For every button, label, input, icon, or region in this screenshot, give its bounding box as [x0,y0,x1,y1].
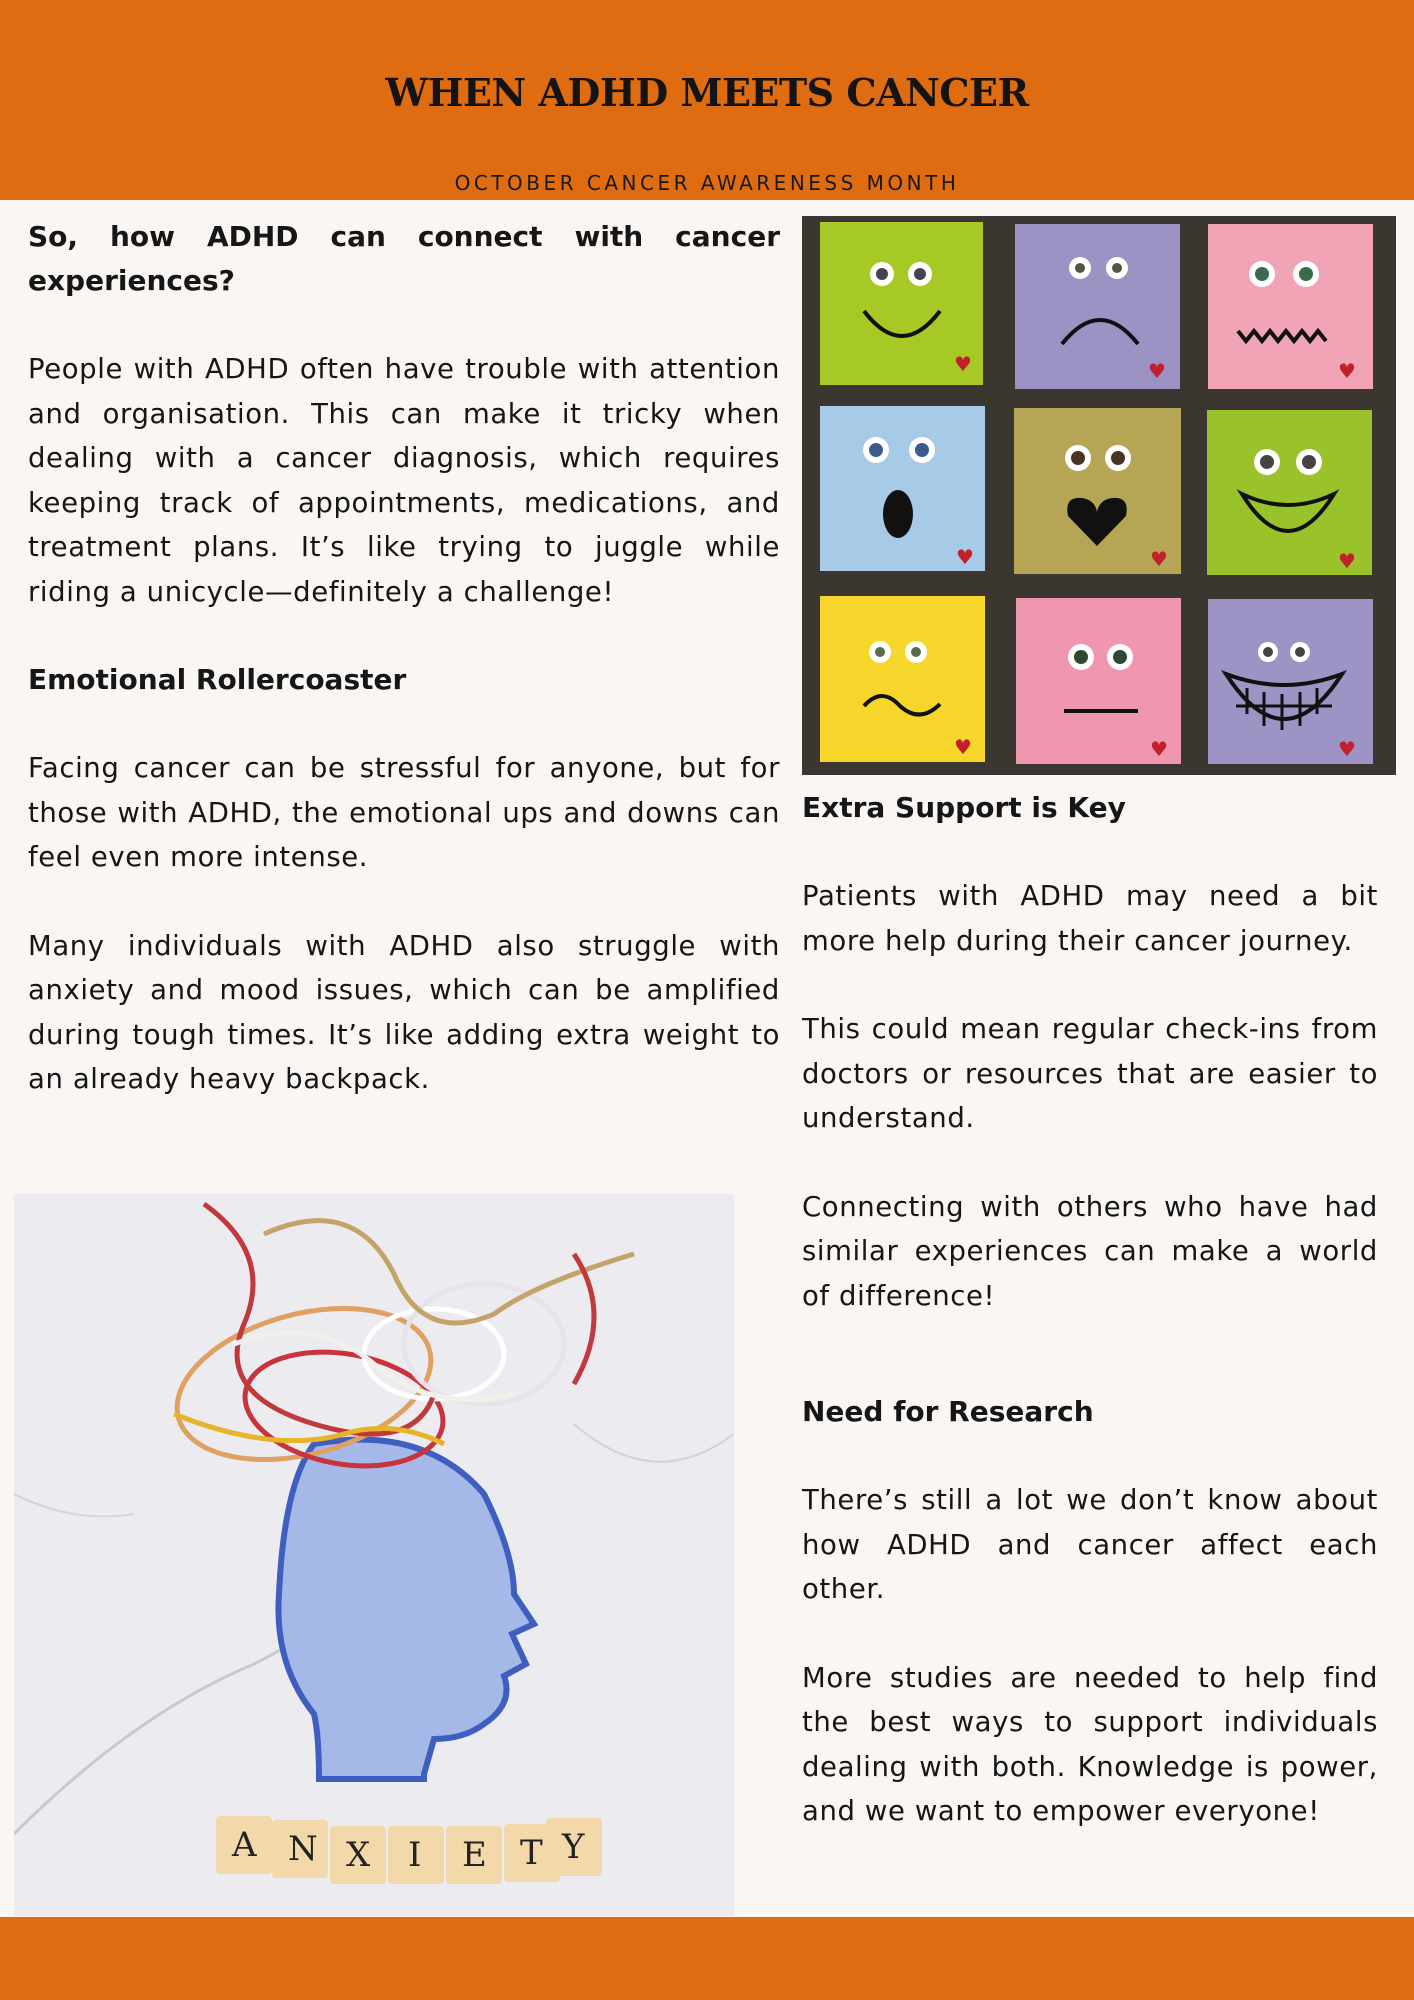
svg-text:♥: ♥ [1338,737,1356,761]
tile-letter: A [232,1825,257,1865]
support-heading: Extra Support is Key [802,791,1126,824]
page-subtitle: OCTOBER CANCER AWARENESS MONTH [454,171,960,195]
emoji-faces-photo [802,216,1396,775]
page-title: WHEN ADHD MEETS CANCER [385,70,1029,115]
tile-letter: I [408,1835,422,1875]
svg-text:♥: ♥ [1338,359,1356,383]
support-paragraph-3: Connecting with others who have had similar experiences can make a world of difference! [802,1190,1378,1312]
emotional-paragraph-1: Facing cancer can be stressful for anyone, but for those with ADHD, the emotional ups and downs can feel even more intense. [28,752,780,873]
svg-text:♥: ♥ [1148,359,1166,383]
tile-letter: T [520,1833,543,1873]
svg-text:♥: ♥ [956,545,974,569]
svg-text:♥: ♥ [1338,549,1356,573]
support-paragraph-1: Patients with ADHD may need a bit more help during their cancer journey. [802,880,1378,957]
svg-text:♥: ♥ [954,735,972,759]
face-heart-khaki [1014,408,1181,574]
tile-letter: E [462,1835,487,1875]
face-sad-purple [1015,224,1180,389]
footer-bar [0,1917,1414,2000]
face-surprised-blue [820,406,985,571]
face-neutral-pink [1016,598,1181,764]
tile-letter: X [346,1835,371,1875]
svg-text:♥: ♥ [1150,737,1168,761]
emotional-paragraph-2: Many individuals with ADHD also struggle with anxiety and mood issues, which can be amplified during tough times. It’s like adding extra weight to an already heavy backpack. [28,929,780,1095]
research-section [802,1390,1378,1834]
face-wavy-yellow [820,596,985,762]
svg-text:♥: ♥ [1150,547,1168,571]
tile-letter: N [288,1829,318,1869]
research-paragraph-1: There’s still a lot we don’t know about how ADHD and cancer affect each other. [802,1484,1378,1605]
emotional-heading: Emotional Rollercoaster [28,663,407,696]
support-paragraph-2: This could mean regular check-ins from doctors or resources that are easier to understand. [802,1013,1378,1134]
intro-heading: So, how ADHD can connect with cancer experiences? [28,220,780,297]
face-grin-green [1207,410,1372,575]
face-happy-green [820,222,983,385]
face-grimace-pink [1208,224,1373,389]
anxiety-tiles [216,1816,602,1884]
research-heading: Need for Research [802,1395,1094,1428]
intro-paragraph: People with ADHD often have trouble with attention and organisation. This can make it tricky when dealing with a cancer diagnosis, which requires keeping track of appointments, medications, and treatment plans. It’s like trying to juggle while riding a unicycle—definitely a challenge! [28,353,780,608]
svg-text:♥: ♥ [954,352,972,376]
support-section [802,786,1378,1318]
face-toothy-purple [1208,599,1373,764]
left-column [28,215,780,1102]
research-paragraph-2: More studies are needed to help find the best ways to support individuals dealing with both. Knowledge is power, and we want to empower everyone! [802,1661,1378,1827]
header-banner [0,0,1414,200]
anxiety-head-photo [14,1194,734,1916]
tile-letter: Y [562,1827,585,1867]
